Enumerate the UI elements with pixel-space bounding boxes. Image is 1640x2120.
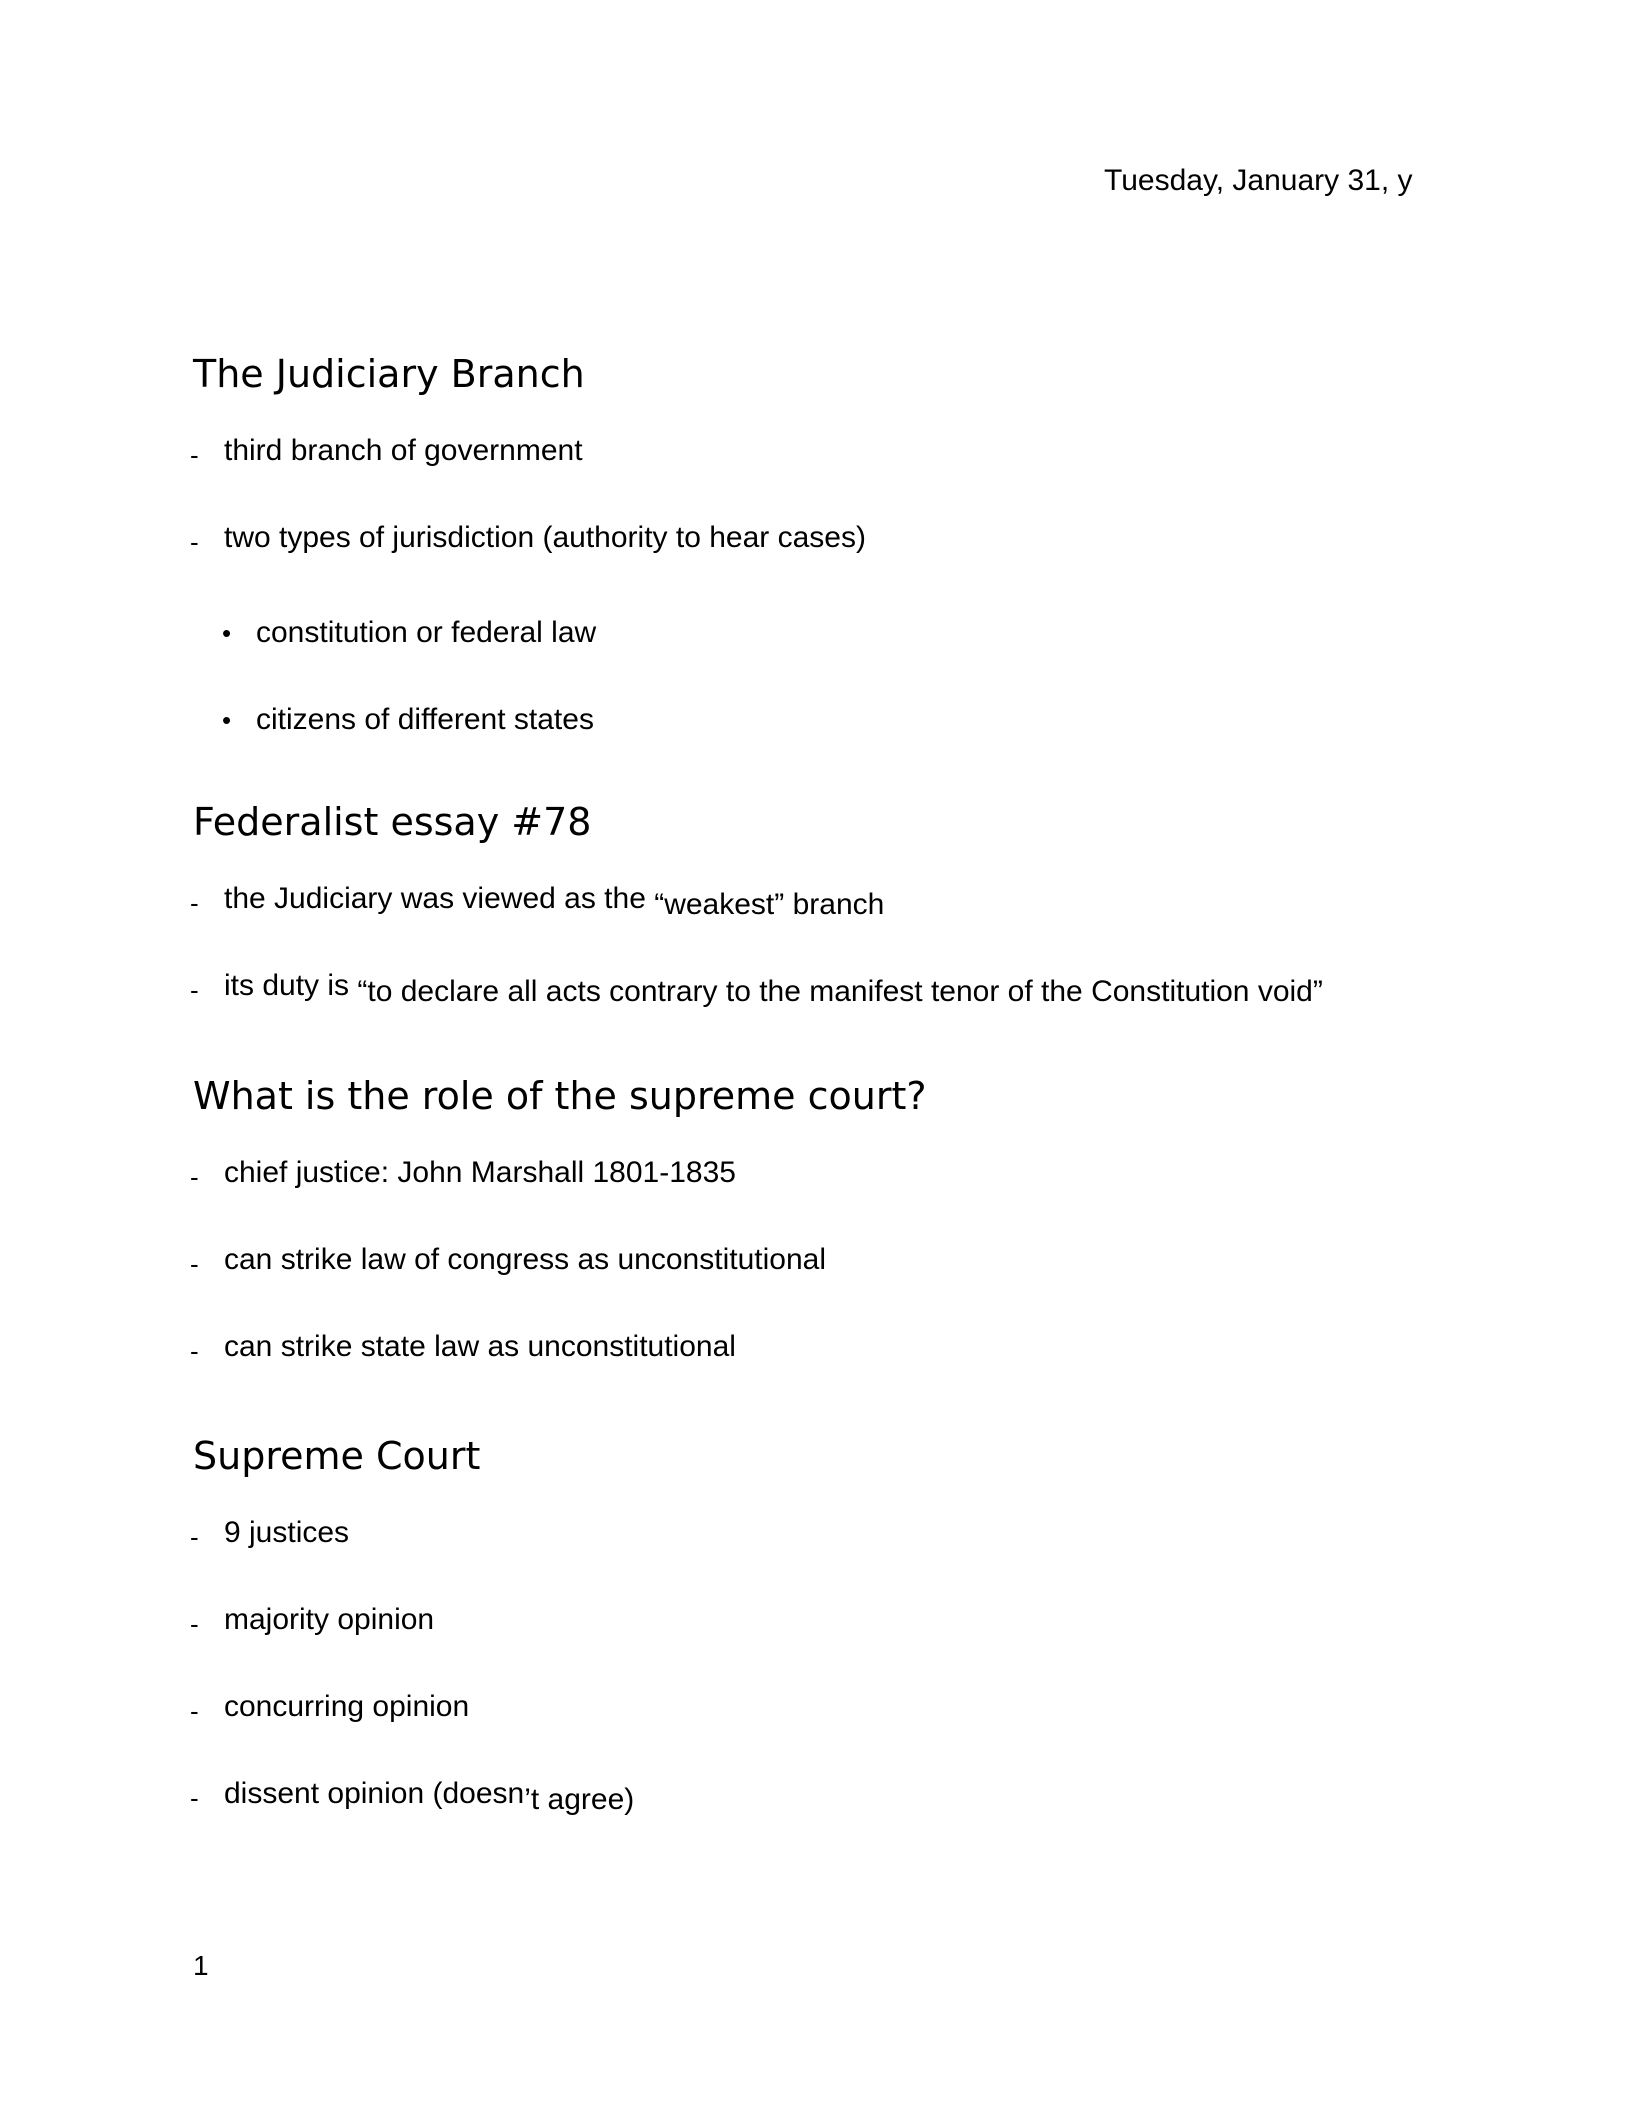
dash-bullet: - <box>190 1783 199 1813</box>
list-item: - the Judiciary was viewed as the “weakest” branch <box>190 882 885 921</box>
dash-bullet: - <box>190 888 199 918</box>
list-item: - can strike law of congress as unconstitutional <box>190 1243 826 1279</box>
list-item: - concurring opinion <box>190 1690 470 1726</box>
list-item: - can strike state law as unconstitutional <box>190 1330 736 1366</box>
dash-bullet: - <box>190 1336 199 1366</box>
dash-bullet: - <box>190 1249 199 1279</box>
document-date: Tuesday, January 31, y <box>1104 164 1413 197</box>
dash-bullet: - <box>190 975 199 1005</box>
list-item: - majority opinion <box>190 1603 435 1639</box>
dash-bullet: - <box>190 527 199 557</box>
dash-bullet: - <box>190 1609 199 1639</box>
list-item: - dissent opinion (doesn’t agree) <box>190 1777 635 1816</box>
dash-bullet: - <box>190 1696 199 1726</box>
dash-bullet: - <box>190 1162 199 1192</box>
dot-bullet-icon: • <box>222 705 232 735</box>
list-item: - 9 justices <box>190 1516 350 1552</box>
list-item: - third branch of government <box>190 434 583 470</box>
sub-list-item: • constitution or federal law <box>222 616 597 649</box>
page-number: 1 <box>193 1950 209 1981</box>
list-item: - chief justice: John Marshall 1801-1835 <box>190 1156 736 1192</box>
quoted-text: “weakest” <box>654 888 785 921</box>
section-title-supreme-court: Supreme Court <box>193 1434 481 1478</box>
list-item: - two types of jurisdiction (authority to hear cases) <box>190 521 866 557</box>
sub-list-item: • citizens of different states <box>222 703 594 736</box>
quoted-text: “to declare all acts contrary to the manifest tenor of the Constitution void” <box>357 975 1323 1008</box>
section-title-role-of-supreme-court: What is the role of the supreme court? <box>193 1074 927 1118</box>
section-title-federalist-78: Federalist essay #78 <box>193 800 592 844</box>
dash-bullet: - <box>190 1522 199 1552</box>
section-title-judiciary-branch: The Judiciary Branch <box>193 352 585 396</box>
dot-bullet-icon: • <box>222 618 232 648</box>
list-item: - its duty is “to declare all acts contrary to the manifest tenor of the Constitution void” <box>190 969 1323 1008</box>
dash-bullet: - <box>190 440 199 470</box>
